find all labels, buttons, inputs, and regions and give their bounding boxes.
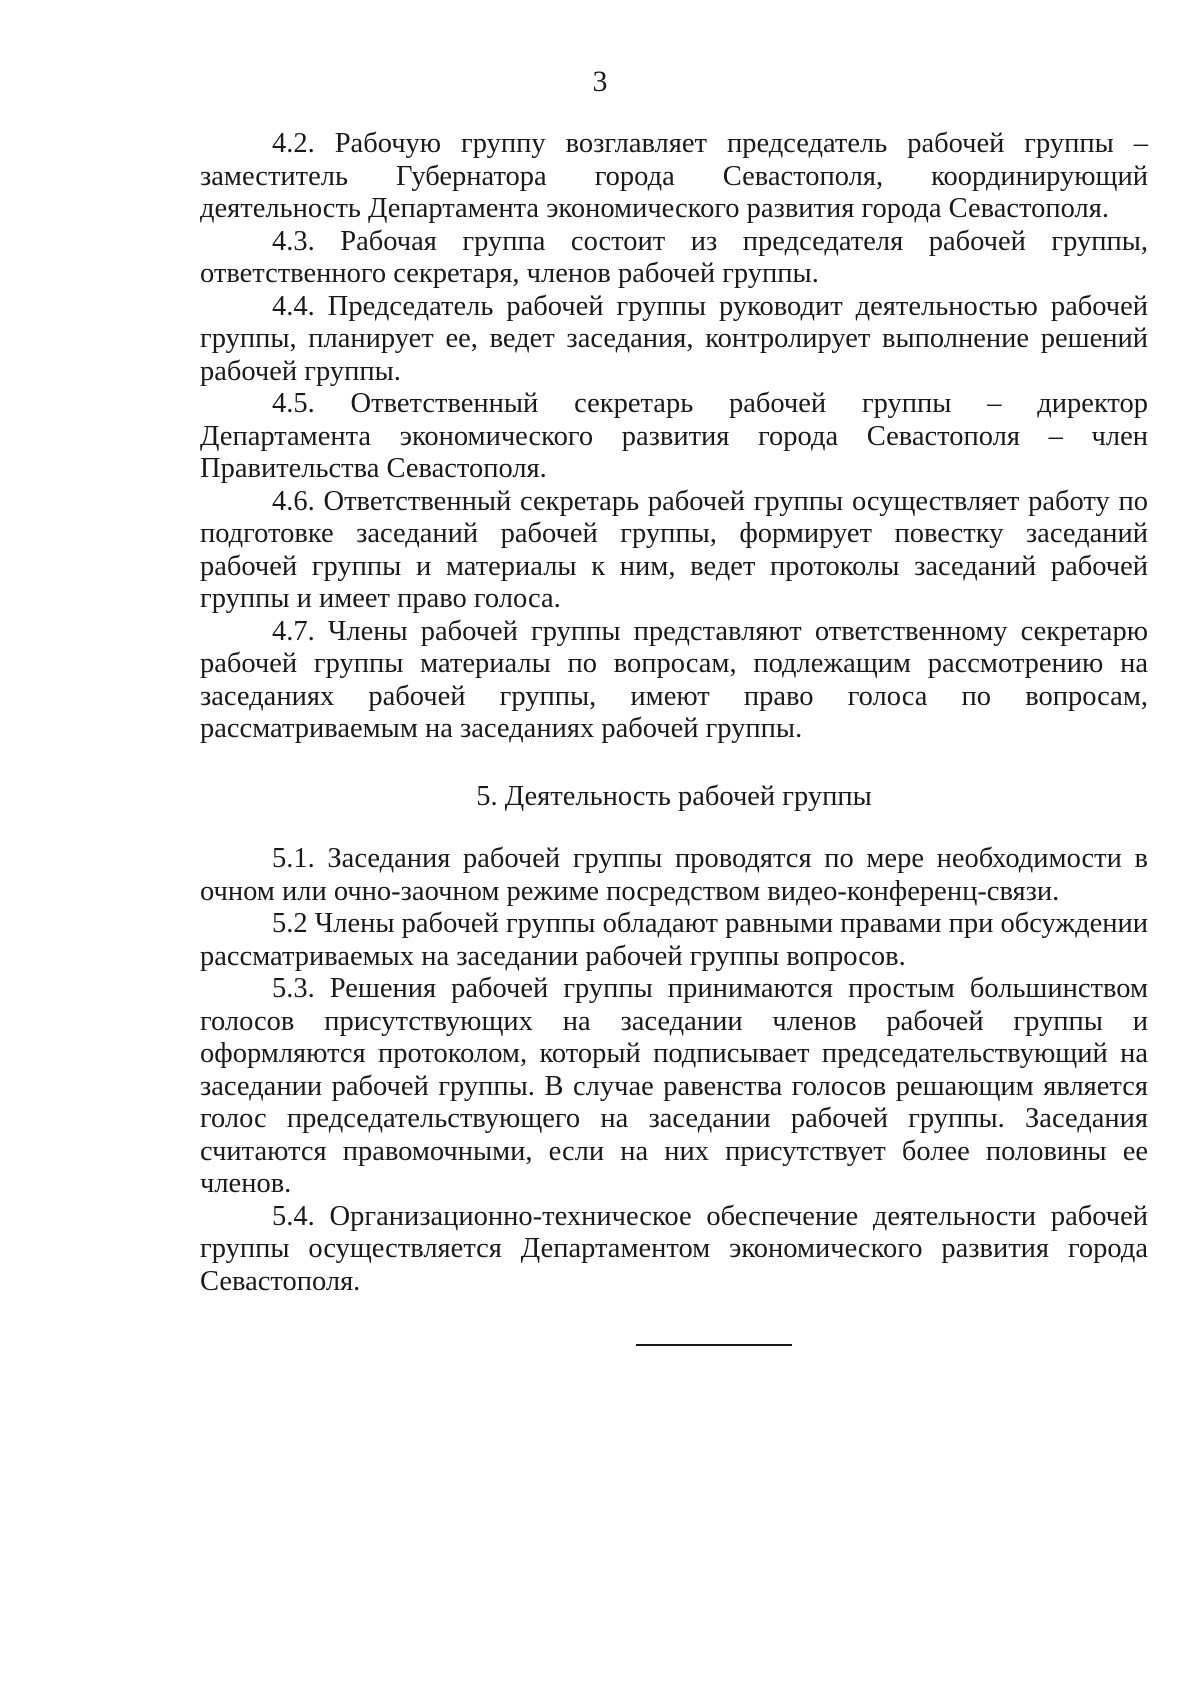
document-body bbox=[200, 128, 1148, 1298]
end-of-document-rule bbox=[636, 1344, 792, 1346]
page-number: 3 bbox=[592, 65, 608, 98]
paragraph-4-7: 4.7. Члены рабочей группы представляют ответственному секретарю рабочей группы материалы по вопросам, подлежащим рассмотрению на заседаниях рабочей группы, имеют право голоса по вопросам, рассматриваемым на заседаниях рабочей группы. bbox=[200, 615, 1148, 744]
paragraph-4-4: 4.4. Председатель рабочей группы руководит деятельностью рабочей группы, планирует ее, ведет заседания, контролирует выполнение решений рабочей группы. bbox=[200, 290, 1148, 387]
paragraph-4-5: 4.5. Ответственный секретарь рабочей группы – директор Департамента экономического развития города Севастополя – член Правительства Севастополя. bbox=[200, 388, 1148, 484]
paragraph-5-1: 5.1. Заседания рабочей группы проводятся по мере необходимости в очном или очно-заочном режиме посредством видео-конференц-связи. bbox=[200, 843, 1148, 907]
paragraph-5-3: 5.3. Решения рабочей группы принимаются простым большинством голосов присутствующих на заседании членов рабочей группы и оформляются протоколом, который подписывает председательствующий на заседании рабочей группы. В случае равенства голосов решающим является голос председательствующего на заседании рабочей группы. Заседания считаются правомочными, если на них присутствует более половины ее членов. bbox=[200, 973, 1148, 1199]
paragraph-4-3: 4.3. Рабочая группа состоит из председателя рабочей группы, ответственного секретаря, членов рабочей группы. bbox=[200, 225, 1148, 289]
section-5-heading: 5. Деятельность рабочей группы bbox=[476, 780, 872, 812]
paragraph-5-2: 5.2 Члены рабочей группы обладают равными правами при обсуждении рассматриваемых на заседании рабочей группы вопросов. bbox=[200, 908, 1148, 972]
paragraph-4-2: 4.2. Рабочую группу возглавляет председатель рабочей группы – заместитель Губернатора города Севастополя, координирующий деятельность Департамента экономического развития города Севастополя. bbox=[200, 128, 1148, 224]
paragraph-4-6: 4.6. Ответственный секретарь рабочей группы осуществляет работу по подготовке заседаний рабочей группы, формирует повестку заседаний рабочей группы и материалы к ним, ведет протоколы заседаний рабочей группы и имеет право голоса. bbox=[200, 485, 1148, 614]
paragraph-5-4: 5.4. Организационно-техническое обеспечение деятельности рабочей группы осуществляется Департаментом экономического развития города Севастополя. bbox=[200, 1200, 1148, 1297]
